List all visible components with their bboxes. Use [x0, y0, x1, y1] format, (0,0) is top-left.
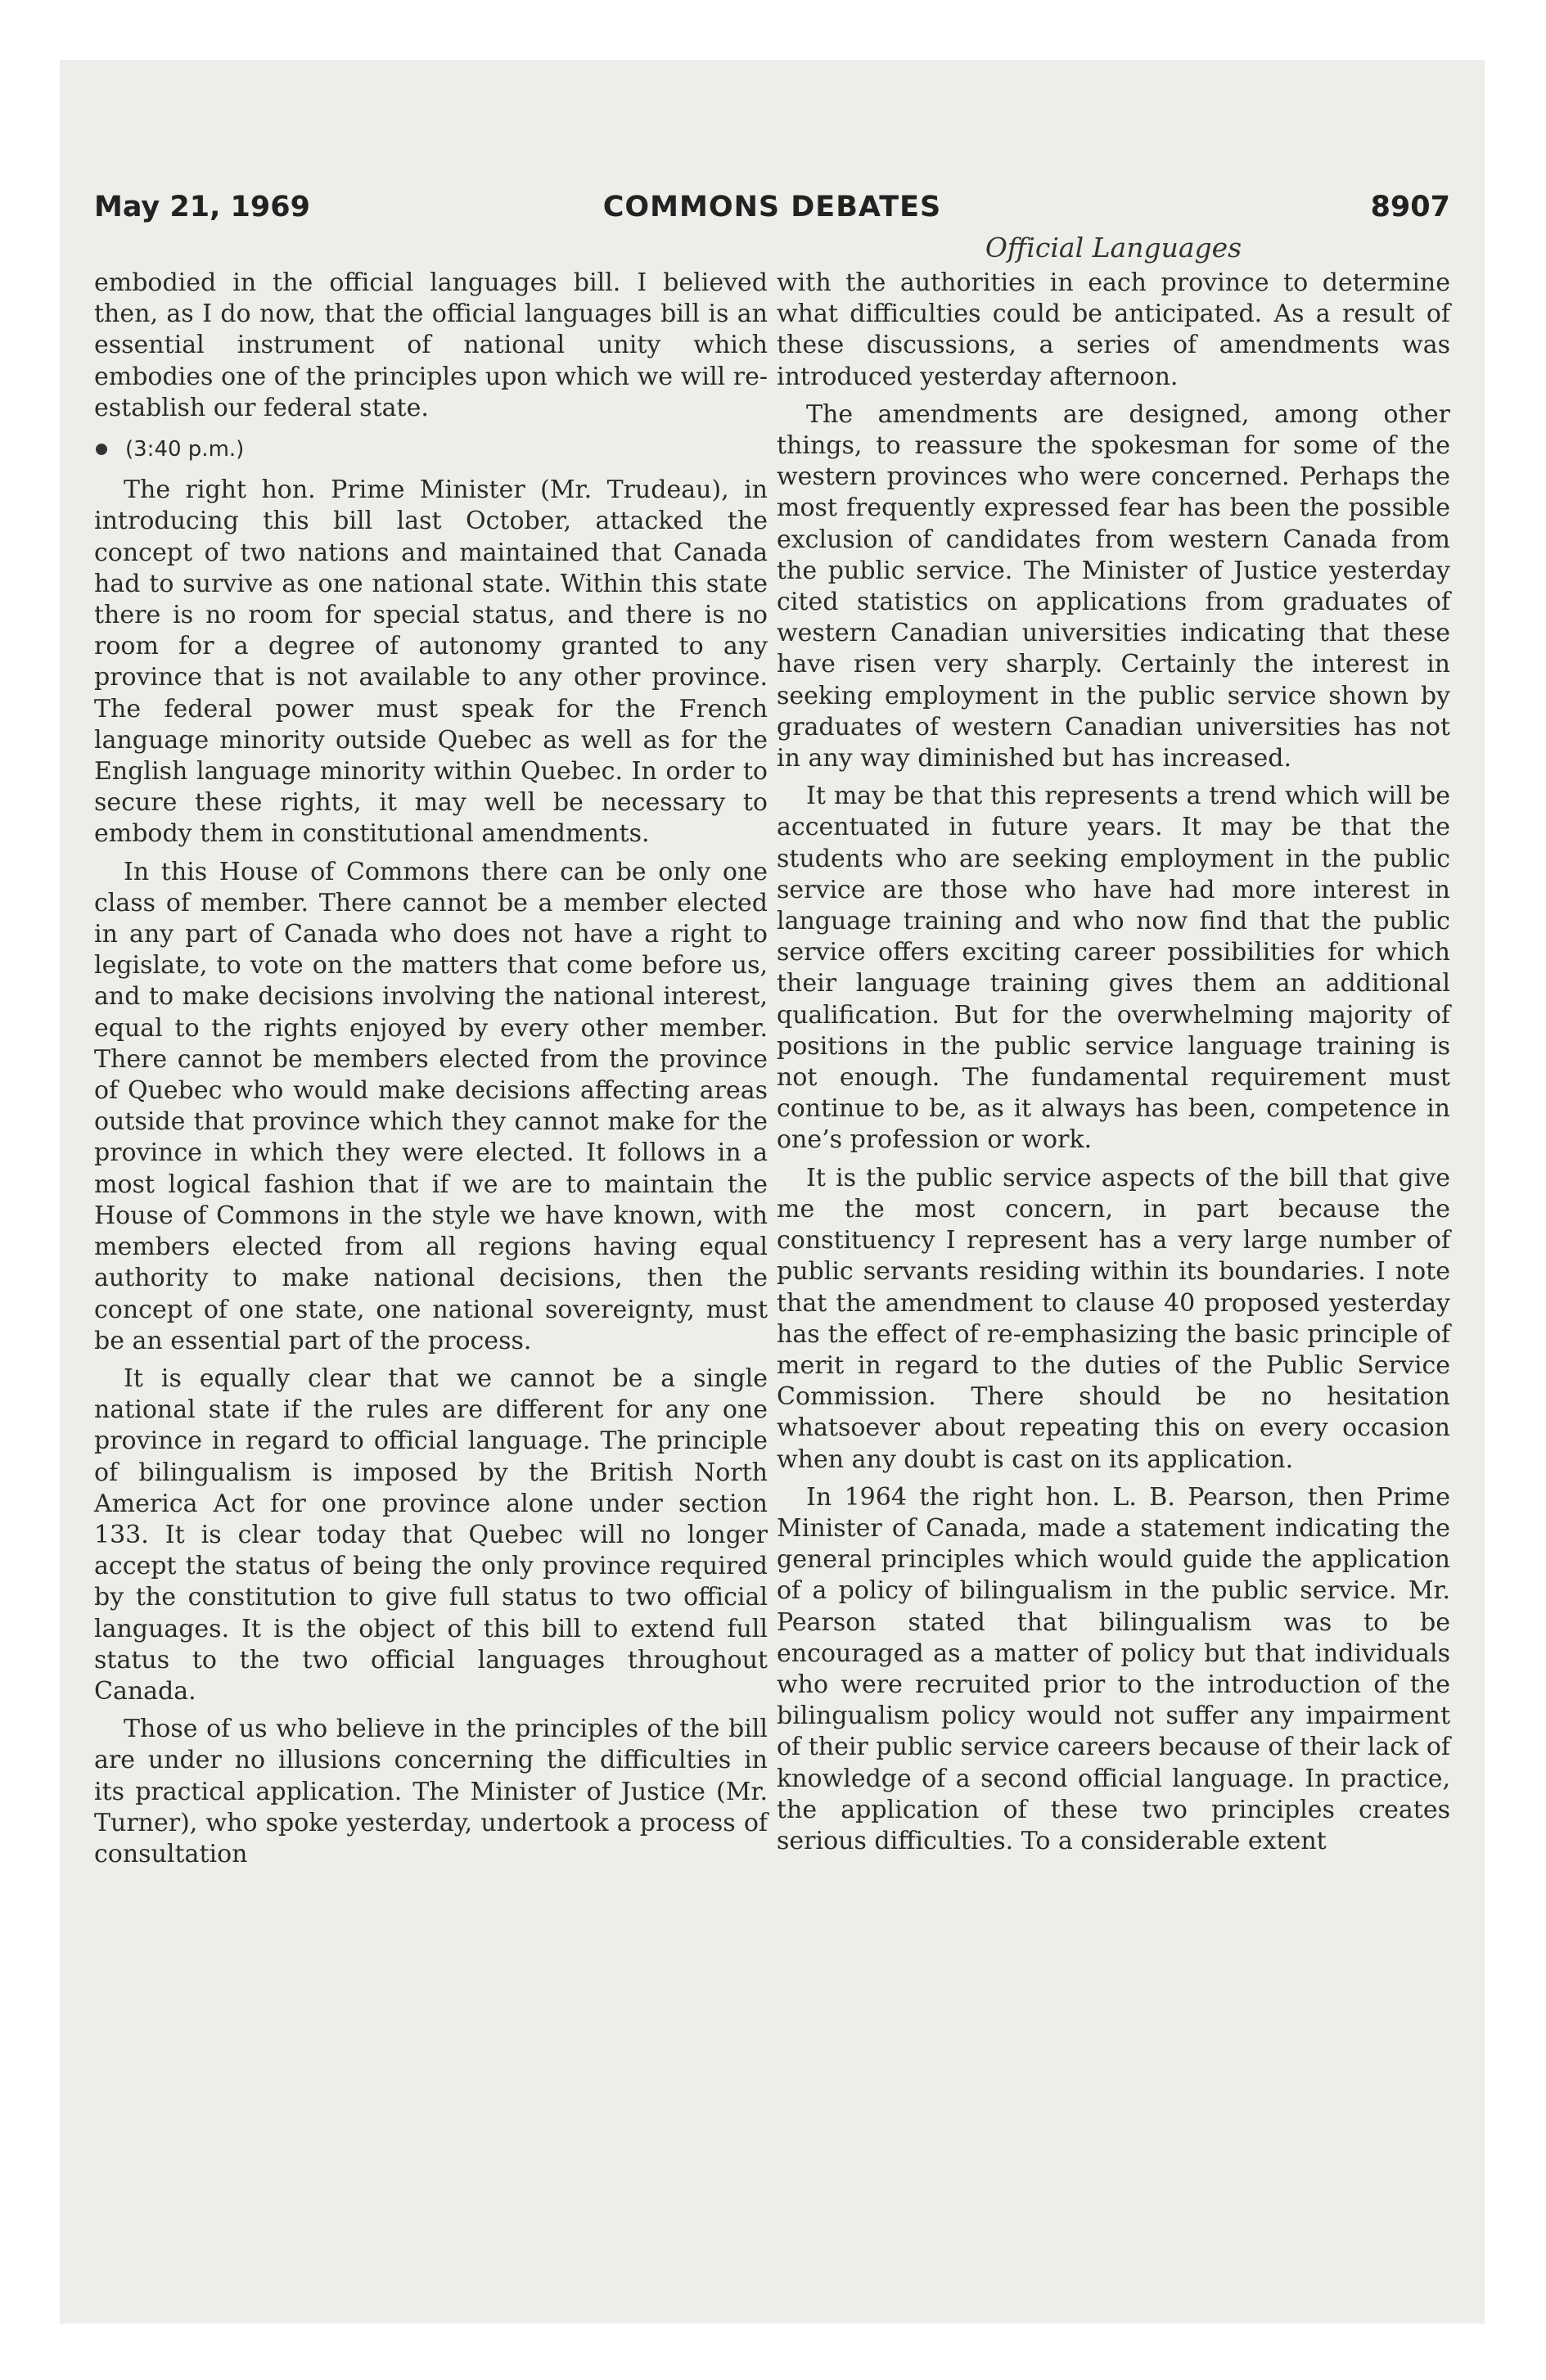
time-marker [94, 434, 768, 465]
paragraph: Those of us who believe in the principles of the bill are under no illusions concerning the difficulties in its practical application. The Minister of Justice (Mr. Turner), who spoke yesterday, undertook a process of consultation [94, 1715, 768, 1868]
header-date: May 21, 1969 [94, 191, 310, 223]
paragraph: It is the public service aspects of the bill that give me the most concern, in part because the constituency I represent has a very large number of public servants residing within its boundaries. I note that the amendment to clause 40 proposed yesterday has the effect of re-emphasizing the basic principle of merit in regard to the duties of the Public Service Commission. There should be no hesitation whatsoever about repeating this on every occasion when any doubt is cast on its application. [777, 1163, 1450, 1474]
page-header [94, 191, 1450, 232]
paragraph: embodied in the official languages bill. I believed then, as I do now, that the official languages bill is an essential instrument of national unity which embodies one of the principles upon which we will re-establish our federal state. [94, 268, 768, 422]
bullet-icon [96, 444, 107, 455]
paragraph: It may be that this represents a trend which will be accentuated in future years. It may be that the students who are seeking employment in the public service are those who have had more interest in language training and who now find that the public service offers exciting career possibilities for which their language training gives them an additional qualification. But for the overwhelming majority of positions in the public service language training is not enough. The fundamental requirement must continue to be, as it always has been, competence in one’s profession or work. [777, 782, 1450, 1155]
paragraph: The right hon. Prime Minister (Mr. Trudeau), in introducing this bill last October, attacked the concept of two nations and maintained that Canada had to survive as one national state. Within this state there is no room for special status, and there is no room for a degree of autonomy granted to any province that is not available to any other province. The federal power must speak for the French language minority outside Quebec as well as for the English language minority within Quebec. In order to secure these rights, it may well be necessary to embody them in constitutional amendments. [94, 476, 768, 849]
document-page [60, 60, 1485, 2324]
right-column [777, 268, 1450, 1864]
left-column [94, 268, 768, 1877]
paragraph: with the authorities in each province to determine what difficulties could be anticipated. As a result of these discussions, a series of amendments was introduced yesterday afternoon. [777, 268, 1450, 391]
paragraph: It is equally clear that we cannot be a single national state if the rules are different for any one province in regard to official language. The principle of bilingualism is imposed by the British North America Act for one province alone under section 133. It is clear today that Quebec will no longer accept the status of being the only province required by the constitution to give full status to two official languages. It is the object of this bill to extend full status to the two official languages throughout Canada. [94, 1364, 768, 1706]
paragraph: In this House of Commons there can be only one class of member. There cannot be a member elected in any part of Canada who does not have a right to legislate, to vote on the matters that come before us, and to make decisions involving the national interest, equal to the rights enjoyed by every other member. There cannot be members elected from the province of Quebec who would make decisions affecting areas outside that province which they cannot make for the province in which they were elected. It follows in a most logical fashion that if we are to maintain the House of Commons in the style we have known, with members elected from all regions having equal authority to make national decisions, then the concept of one state, one national sovereignty, must be an essential part of the process. [94, 857, 768, 1355]
section-subheading: Official Languages [985, 232, 1242, 264]
paragraph: In 1964 the right hon. L. B. Pearson, then Prime Minister of Canada, made a statement indicating the general principles which would guide the application of a policy of bilingualism in the public service. Mr. Pearson stated that bilingualism was to be encouraged as a matter of policy but that individuals who were recruited prior to the introduction of the bilingualism policy would not suffer any impairment of their public service careers because of their lack of knowledge of a second official language. In practice, the application of these two principles creates serious difficulties. To a considerable extent [777, 1482, 1450, 1855]
header-page-number: 8907 [1370, 191, 1450, 223]
paragraph: The amendments are designed, among other things, to reassure the spokesman for some of the western provinces who were concerned. Perhaps the most frequently expressed fear has been the possible exclusion of candidates from western Canada from the public service. The Minister of Justice yesterday cited statistics on applications from graduates of western Canadian universities indicating that these have risen very sharply. Certainly the interest in seeking employment in the public service shown by graduates of western Canadian universities has not in any way diminished but has increased. [777, 399, 1450, 773]
time-stamp: (3:40 p.m.) [125, 437, 245, 462]
header-title: COMMONS DEBATES [602, 191, 942, 223]
